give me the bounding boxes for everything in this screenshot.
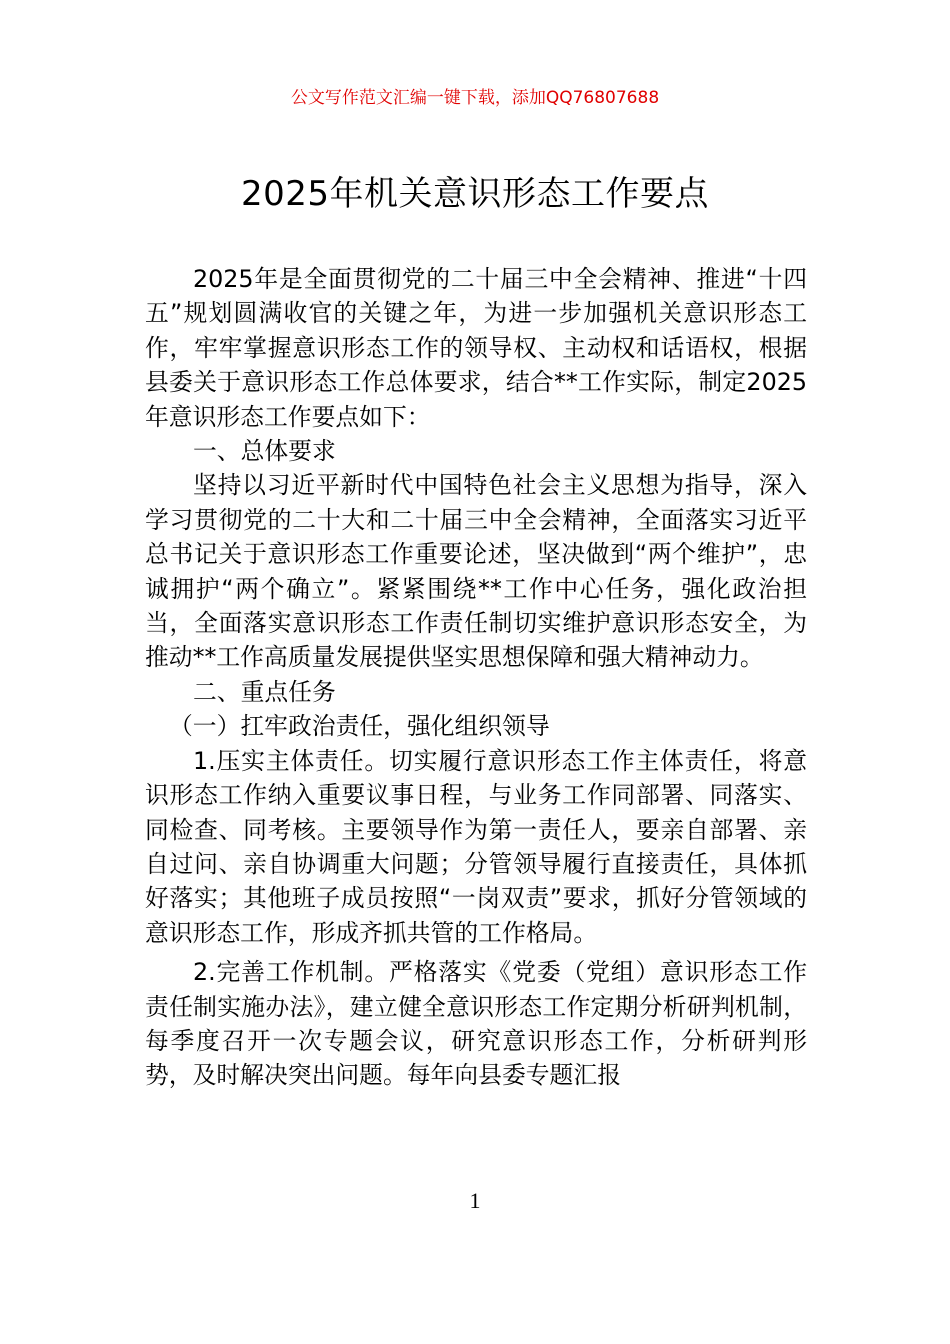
section-heading-key-tasks: 二、重点任务 bbox=[193, 677, 336, 706]
page-title: 2025年机关意识形态工作要点 bbox=[240, 174, 710, 214]
subsection-heading-political-responsibility: （一）扛牢政治责任，强化组织领导 bbox=[169, 712, 550, 741]
intro-paragraph: 2025年是全面贯彻党的二十届三中全会精神、推进“十四五”规划圆满收官的关键之年，为进一步加强机关意识形态工作，牢牢掌握意识形态工作的领导权、主动权和话语权，根据县委关于意识形态工作总体要求，结合**工作实际，制定2025年意识形态工作要点如下： bbox=[145, 265, 807, 431]
item-work-mechanism-paragraph: 2.完善工作机制。严格落实《党委（党组）意识形态工作责任制实施办法》，建立健全意识形态工作定期分析研判机制，每季度召开一次专题会议，研究意识形态工作，分析研判形势，及时解决突出问题。每年向县委专题汇报 bbox=[145, 958, 807, 1090]
item-main-responsibility-paragraph: 1.压实主体责任。切实履行意识形态工作主体责任，将意识形态工作纳入重要议事日程，与业务工作同部署、同落实、同检查、同考核。主要领导作为第一责任人，要亲自部署、亲自过问、亲自协调重大问题；分管领导履行直接责任，具体抓好落实；其他班子成员按照“一岗双责”要求，抓好分管领域的意识形态工作，形成齐抓共管的工作格局。 bbox=[145, 746, 807, 947]
section-heading-general-requirements: 一、总体要求 bbox=[193, 437, 336, 466]
general-requirements-paragraph: 坚持以习近平新时代中国特色社会主义思想为指导，深入学习贯彻党的二十大和二十届三中全会精神，全面落实习近平总书记关于意识形态工作重要论述，坚决做到“两个维护”，忠诚拥护“两个确立”。紧紧围绕**工作中心任务，强化政治担当，全面落实意识形态工作责任制切实维护意识形态安全，为推动**工作高质量发展提供坚实思想保障和强大精神动力。 bbox=[145, 471, 807, 672]
page-number: 1 bbox=[469, 1188, 481, 1213]
header-note: 公文写作范文汇编一键下载，添加QQ76807688 bbox=[290, 88, 660, 108]
document-body bbox=[145, 262, 807, 1093]
